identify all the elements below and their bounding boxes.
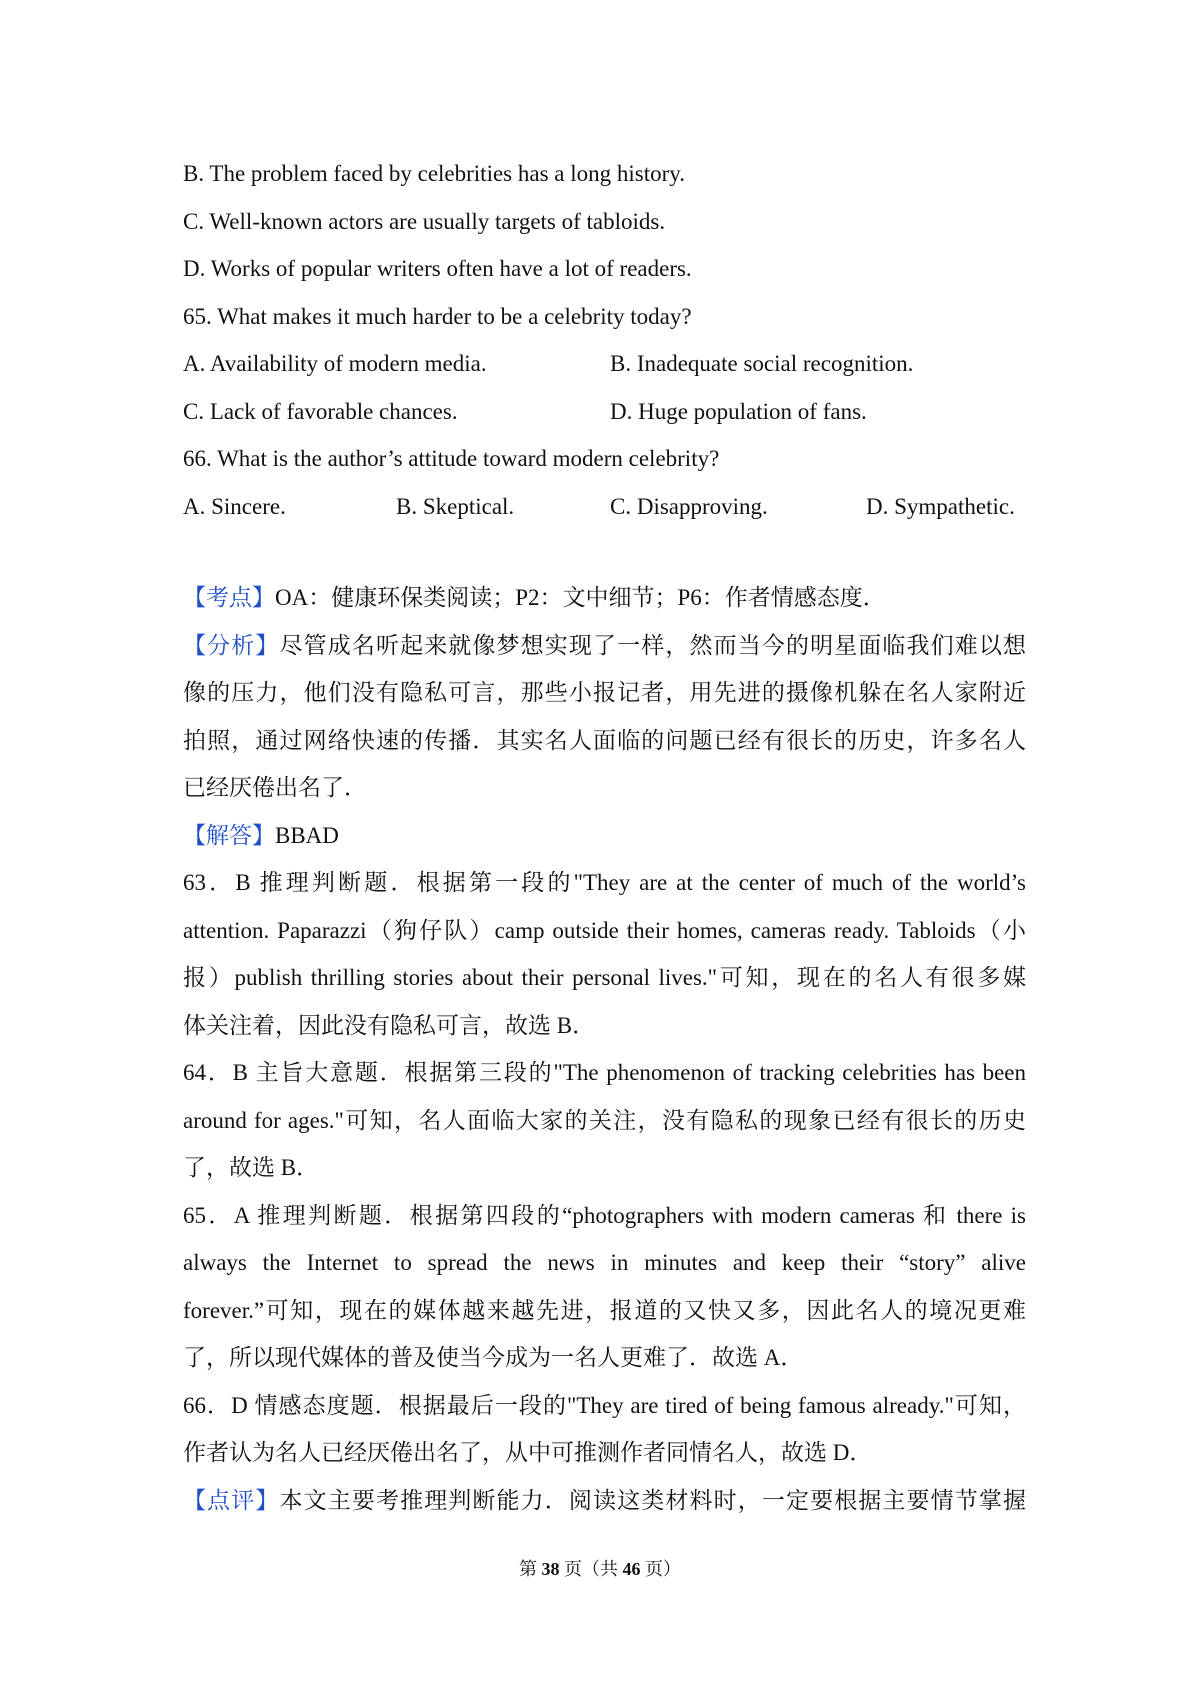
q65-option-b: B. Inadequate social recognition. xyxy=(610,351,914,376)
q66-options-row xyxy=(183,483,1026,531)
explanation-line: 作者认为名人已经厌倦出名了，从中可推测作者同情名人，故选 D． xyxy=(183,1440,873,1465)
kaodian-line xyxy=(183,574,1026,622)
explanation-line: attention. Paparazzi（狗仔队）camp outside their homes, cameras ready. Tabloids（小 xyxy=(183,917,1026,943)
explanation-line: 66．D 情感态度题．根据最后一段的"They are tired of being famous already."可知， xyxy=(183,1392,1026,1418)
dianping-tag: 【点评】 xyxy=(183,1487,280,1513)
footer-prefix: 第 xyxy=(519,1559,542,1579)
section-gap xyxy=(183,530,1026,574)
explanation-line: forever.”可知，现在的媒体越来越先进，报道的又快又多，因此名人的境况更难 xyxy=(183,1297,1026,1323)
explanation-line: 63．B 推理判断题．根据第一段的"They are at the center of much of the world’s xyxy=(183,870,1026,895)
fenxi-tag: 【分析】 xyxy=(183,632,280,658)
explanation-line: 64．B 主旨大意题．根据第三段的"The phenomenon of tracking celebrities has been xyxy=(183,1060,1026,1085)
explanation-line: around for ages."可知，名人面临大家的关注，没有隐私的现象已经有很长的历史 xyxy=(183,1107,1026,1133)
q66-option-d: D. Sympathetic. xyxy=(866,493,1015,519)
jieda-tag: 【解答】 xyxy=(183,822,275,848)
footer-total-pages: 46 xyxy=(622,1559,641,1579)
explanation-line: 体关注着，因此没有隐私可言，故选 B． xyxy=(183,1012,596,1038)
kaodian-text: OA：健康环保类阅读；P2：文中细节；P6：作者情感态度． xyxy=(275,585,886,610)
fenxi-line-3: 拍照，通过网络快速的传播．其实名人面临的问题已经有很长的历史，许多名人 xyxy=(183,727,1026,753)
q65-option-c: C. Lack of favorable chances. xyxy=(183,398,458,424)
fenxi-line-2: 像的压力，他们没有隐私可言，那些小报记者，用先进的摄像机躲在名人家附近 xyxy=(183,680,1026,705)
jieda-text: BBAD xyxy=(275,822,339,848)
q65-options-row-1 xyxy=(183,340,1026,388)
explanation-line: 65．A 推理判断题．根据第四段的“photographers with modern cameras 和 there is xyxy=(183,1202,1026,1228)
jieda-line xyxy=(183,812,1026,860)
q65-stem: 65. What makes it much harder to be a celebrity today? xyxy=(183,303,692,329)
footer-middle: 页（共 xyxy=(559,1559,623,1579)
page-content xyxy=(183,150,1026,1524)
page-footer xyxy=(0,1555,1200,1581)
dianping-line xyxy=(183,1477,1026,1525)
fenxi-text-1: 尽管成名听起来就像梦想实现了一样，然而当今的明星面临我们难以想 xyxy=(279,632,1027,658)
fenxi-line-1 xyxy=(183,622,1026,670)
q66-option-b: B. Skeptical. xyxy=(396,493,515,519)
footer-current-page: 38 xyxy=(541,1559,560,1579)
q64-option-d: D. Works of popular writers often have a lot of readers. xyxy=(183,256,692,281)
q64-option-b: B. The problem faced by celebrities has a long history. xyxy=(183,161,686,186)
q66-option-a: A. Sincere. xyxy=(183,493,286,519)
explanation-line: always the Internet to spread the news in minutes and keep their “story” alive xyxy=(183,1250,1026,1275)
q66-stem: 66. What is the author’s attitude toward modern celebrity? xyxy=(183,446,720,471)
dianping-text: 本文主要考推理判断能力．阅读这类材料时，一定要根据主要情节掌握 xyxy=(279,1487,1027,1513)
explanation-line: 了，所以现代媒体的普及使当今成为一名人更难了．故选 A． xyxy=(183,1345,804,1370)
q65-option-d: D. Huge population of fans. xyxy=(610,398,867,424)
explanation-line: 了，故选 B． xyxy=(183,1155,320,1180)
q66-option-c: C. Disapproving. xyxy=(610,493,768,519)
q65-options-row-2 xyxy=(183,388,1026,436)
kaodian-tag: 【考点】 xyxy=(183,585,275,610)
q65-option-a: A. Availability of modern media. xyxy=(183,351,487,376)
explanation-line: 报）publish thrilling stories about their personal lives."可知，现在的名人有很多媒 xyxy=(183,965,1026,990)
fenxi-line-4: 已经厌倦出名了． xyxy=(183,775,367,800)
q64-option-c: C. Well-known actors are usually targets of tabloids. xyxy=(183,208,666,234)
footer-suffix: 页） xyxy=(640,1559,681,1579)
